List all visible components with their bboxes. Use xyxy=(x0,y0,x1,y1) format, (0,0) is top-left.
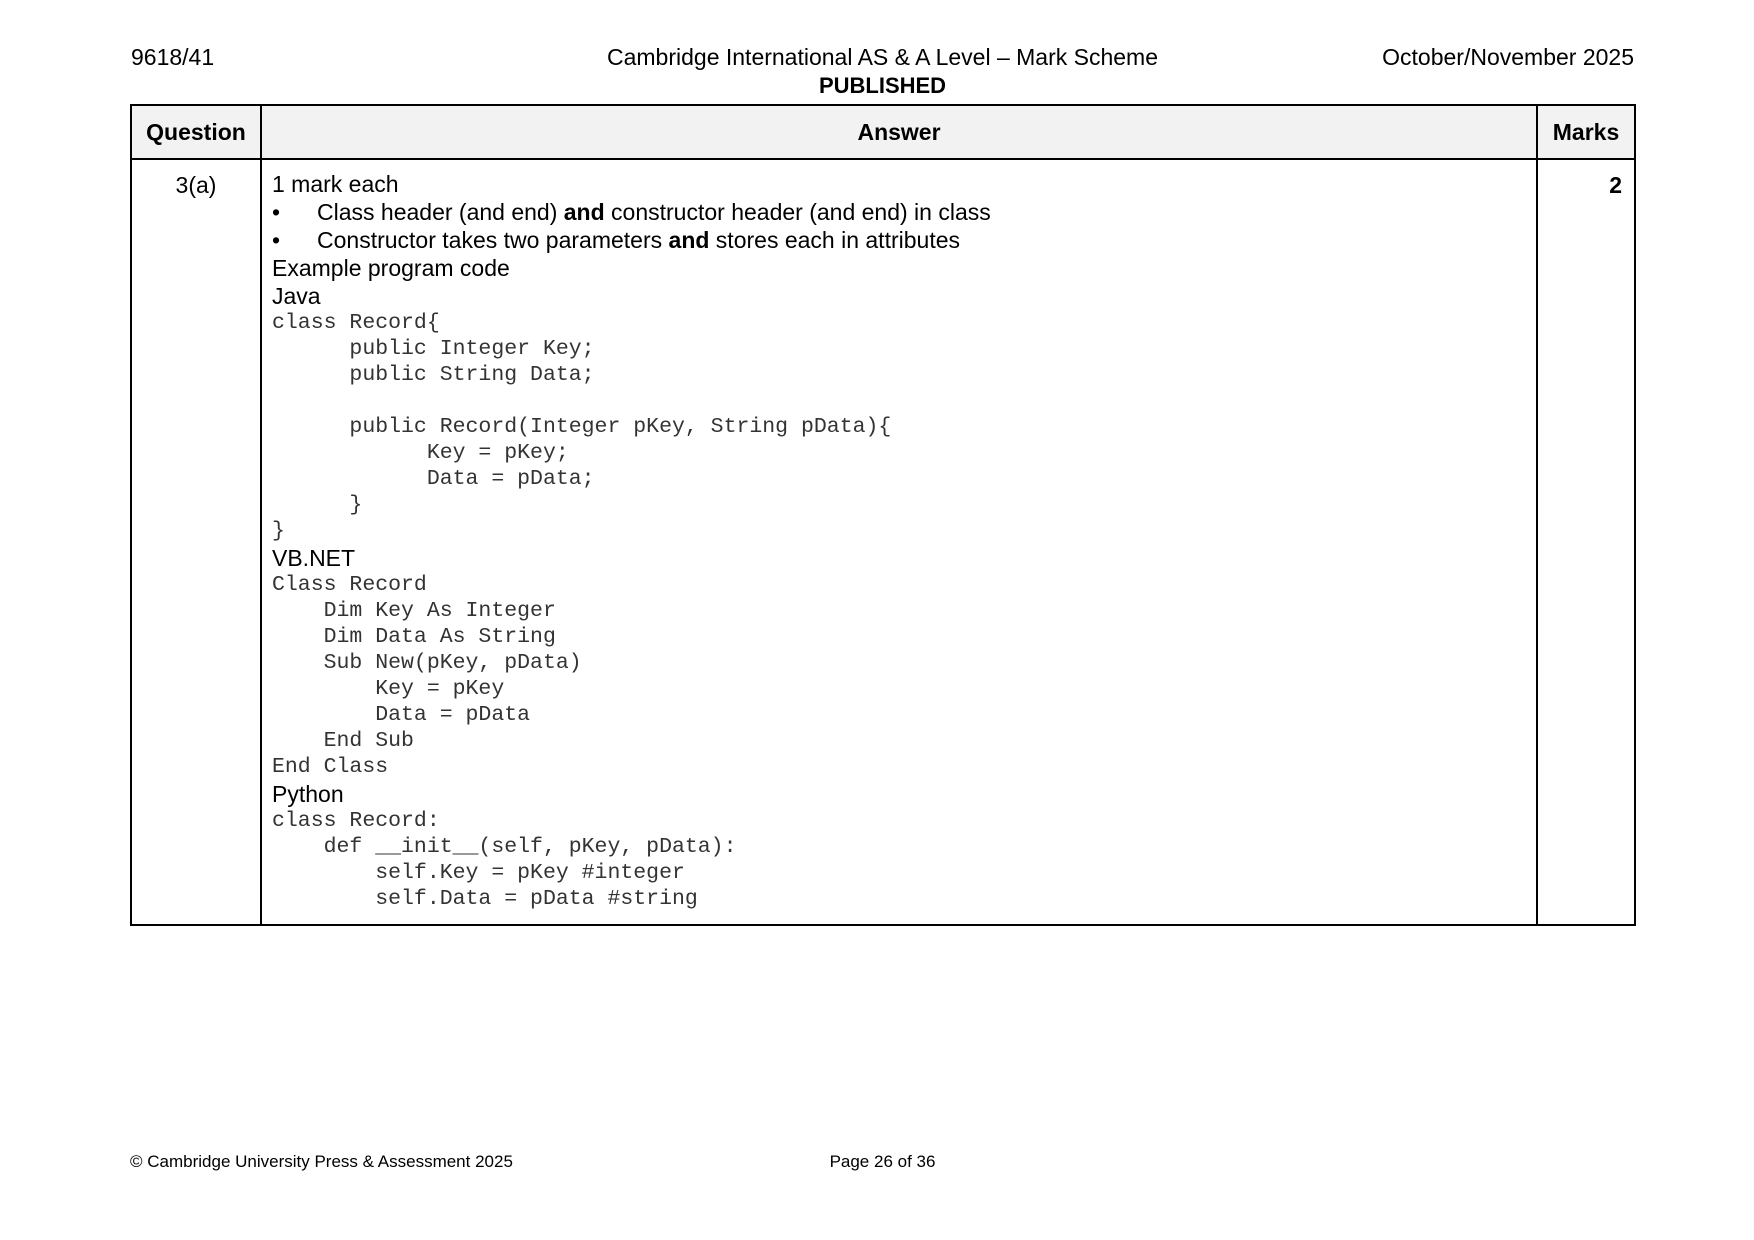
language-label-vbnet: VB.NET xyxy=(272,545,356,571)
answer-column-header: Answer xyxy=(261,105,1537,159)
criterion-item xyxy=(272,226,1526,254)
example-code-label: Example program code xyxy=(272,255,510,281)
mark-scheme-table xyxy=(130,104,1636,926)
paper-code: 9618/41 xyxy=(131,44,215,70)
published-label: PUBLISHED xyxy=(818,73,947,98)
document-title: Cambridge International AS & A Level – Mark Scheme xyxy=(606,44,1159,70)
answer-cell xyxy=(261,159,1537,925)
marking-criteria-list xyxy=(272,198,1526,254)
code-block-vbnet: Class Record Dim Key As Integer Dim Data As String Sub New(pKey, pData) Key = pKey Data = pData End Sub End Class xyxy=(272,573,582,779)
code-block-java: class Record{ public Integer Key; public String Data; public Record(Integer pKey, String pData){ Key = pKey; Data = pData; } } xyxy=(272,311,892,543)
criterion-text: constructor header (and end) in class xyxy=(604,199,991,225)
criterion-item xyxy=(272,198,1526,226)
mark-allocation-note: 1 mark each xyxy=(272,171,399,197)
page-number: Page 26 of 36 xyxy=(829,1152,936,1171)
bullet-icon: • xyxy=(272,199,281,225)
table-header-row xyxy=(131,105,1635,159)
bullet-icon: • xyxy=(272,227,281,253)
code-block-python: class Record: def __init__(self, pKey, pData): self.Key = pKey #integer self.Data = pData #string xyxy=(272,809,737,911)
criterion-text: Class header (and end) xyxy=(317,199,564,225)
criterion-text: stores each in attributes xyxy=(709,227,960,253)
language-label-java: Java xyxy=(272,283,321,309)
language-label-python: Python xyxy=(272,781,344,807)
question-number: 3(a) xyxy=(131,159,261,925)
criterion-text: Constructor takes two parameters xyxy=(317,227,669,253)
copyright-notice: © Cambridge University Press & Assessment 2025 xyxy=(130,1152,513,1171)
exam-session: October/November 2025 xyxy=(1382,44,1634,70)
marks-column-header: Marks xyxy=(1537,105,1635,159)
criterion-emphasis: and xyxy=(563,199,605,225)
table-row xyxy=(131,159,1635,925)
marks-value: 2 xyxy=(1537,159,1635,925)
question-column-header: Question xyxy=(131,105,261,159)
criterion-emphasis: and xyxy=(668,227,710,253)
